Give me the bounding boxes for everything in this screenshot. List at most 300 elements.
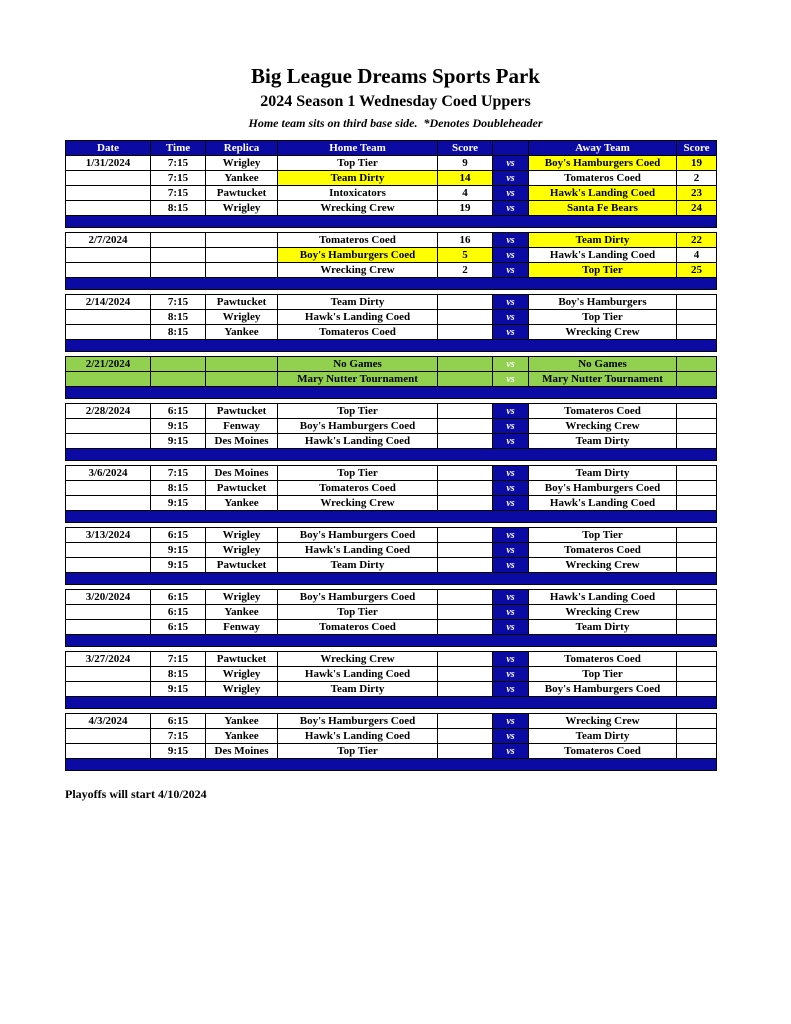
- time-cell: [151, 263, 206, 278]
- separator-row: [66, 278, 717, 290]
- away-score-cell: [677, 558, 717, 573]
- away-team-cell: Team Dirty: [529, 233, 677, 248]
- home-team-cell: Wrecking Crew: [278, 201, 438, 216]
- home-score-cell: 4: [438, 186, 493, 201]
- time-cell: [151, 233, 206, 248]
- away-team-cell: Top Tier: [529, 310, 677, 325]
- away-score-cell: 19: [677, 156, 717, 171]
- replica-cell: Des Moines: [206, 466, 278, 481]
- vs-cell: vs: [493, 186, 529, 201]
- date-cell: [66, 310, 151, 325]
- home-score-cell: 14: [438, 171, 493, 186]
- away-team-cell: Wrecking Crew: [529, 419, 677, 434]
- replica-cell: Wrigley: [206, 543, 278, 558]
- replica-cell: Des Moines: [206, 744, 278, 759]
- replica-cell: Wrigley: [206, 310, 278, 325]
- replica-cell: Yankee: [206, 605, 278, 620]
- vs-cell: vs: [493, 357, 529, 372]
- replica-cell: [206, 372, 278, 387]
- game-row: [66, 496, 717, 511]
- game-row: [66, 233, 717, 248]
- date-cell: [66, 171, 151, 186]
- away-score-cell: [677, 543, 717, 558]
- replica-cell: Pawtucket: [206, 295, 278, 310]
- home-score-cell: [438, 714, 493, 729]
- game-row: [66, 201, 717, 216]
- vs-cell: vs: [493, 201, 529, 216]
- vs-cell: vs: [493, 310, 529, 325]
- vs-cell: vs: [493, 543, 529, 558]
- replica-cell: Yankee: [206, 171, 278, 186]
- away-team-cell: No Games: [529, 357, 677, 372]
- time-cell: 9:15: [151, 558, 206, 573]
- away-team-cell: Tomateros Coed: [529, 171, 677, 186]
- home-team-cell: Team Dirty: [278, 295, 438, 310]
- time-cell: 9:15: [151, 744, 206, 759]
- away-score-cell: 23: [677, 186, 717, 201]
- away-team-cell: Wrecking Crew: [529, 714, 677, 729]
- away-team-cell: Tomateros Coed: [529, 652, 677, 667]
- home-team-cell: Hawk's Landing Coed: [278, 667, 438, 682]
- replica-cell: Pawtucket: [206, 652, 278, 667]
- separator-bar: [66, 449, 717, 461]
- separator-bar: [66, 511, 717, 523]
- time-cell: 8:15: [151, 310, 206, 325]
- vs-cell: vs: [493, 620, 529, 635]
- date-cell: 1/31/2024: [66, 156, 151, 171]
- date-cell: [66, 325, 151, 340]
- separator-row: [66, 759, 717, 771]
- away-score-cell: 22: [677, 233, 717, 248]
- vs-cell: vs: [493, 558, 529, 573]
- away-team-cell: Hawk's Landing Coed: [529, 248, 677, 263]
- game-row: [66, 419, 717, 434]
- vs-cell: vs: [493, 744, 529, 759]
- away-score-cell: [677, 325, 717, 340]
- home-team-note: Home team sits on third base side. *Denotes Doubleheader: [248, 116, 543, 130]
- vs-cell: vs: [493, 419, 529, 434]
- home-team-cell: Tomateros Coed: [278, 325, 438, 340]
- away-score-cell: [677, 729, 717, 744]
- game-row: [66, 652, 717, 667]
- replica-cell: Wrigley: [206, 682, 278, 697]
- home-team-cell: Top Tier: [278, 404, 438, 419]
- separator-row: [66, 387, 717, 399]
- away-score-cell: [677, 496, 717, 511]
- away-score-cell: [677, 744, 717, 759]
- page-title: Big League Dreams Sports Park: [251, 64, 540, 88]
- home-score-cell: [438, 620, 493, 635]
- time-cell: [151, 248, 206, 263]
- game-row: [66, 714, 717, 729]
- time-cell: 9:15: [151, 682, 206, 697]
- home-team-cell: Top Tier: [278, 605, 438, 620]
- away-team-cell: Tomateros Coed: [529, 543, 677, 558]
- vs-cell: vs: [493, 496, 529, 511]
- date-cell: 2/14/2024: [66, 295, 151, 310]
- away-team-cell: Team Dirty: [529, 620, 677, 635]
- replica-cell: Fenway: [206, 419, 278, 434]
- home-team-cell: Tomateros Coed: [278, 481, 438, 496]
- separator-bar: [66, 340, 717, 352]
- replica-cell: Yankee: [206, 714, 278, 729]
- home-team-cell: Wrecking Crew: [278, 496, 438, 511]
- away-team-cell: Boy's Hamburgers Coed: [529, 156, 677, 171]
- home-score-cell: [438, 310, 493, 325]
- away-score-cell: 2: [677, 171, 717, 186]
- header-row: [66, 141, 717, 156]
- date-cell: 2/28/2024: [66, 404, 151, 419]
- game-row: [66, 543, 717, 558]
- home-score-cell: [438, 496, 493, 511]
- time-cell: 9:15: [151, 419, 206, 434]
- vs-cell: vs: [493, 434, 529, 449]
- replica-cell: Wrigley: [206, 590, 278, 605]
- time-cell: 9:15: [151, 496, 206, 511]
- home-team-cell: Team Dirty: [278, 682, 438, 697]
- vs-cell: vs: [493, 372, 529, 387]
- date-cell: [66, 419, 151, 434]
- vs-cell: vs: [493, 714, 529, 729]
- away-team-cell: Team Dirty: [529, 466, 677, 481]
- home-team-cell: Mary Nutter Tournament: [278, 372, 438, 387]
- replica-cell: Pawtucket: [206, 558, 278, 573]
- vs-cell: vs: [493, 156, 529, 171]
- away-score-cell: [677, 528, 717, 543]
- away-team-cell: Hawk's Landing Coed: [529, 590, 677, 605]
- home-score-cell: [438, 325, 493, 340]
- date-cell: [66, 682, 151, 697]
- date-cell: [66, 543, 151, 558]
- vs-cell: vs: [493, 667, 529, 682]
- vs-cell: vs: [493, 466, 529, 481]
- date-cell: 3/20/2024: [66, 590, 151, 605]
- time-cell: 6:15: [151, 620, 206, 635]
- home-score-cell: [438, 729, 493, 744]
- away-score-cell: [677, 652, 717, 667]
- replica-cell: Wrigley: [206, 528, 278, 543]
- game-row: [66, 620, 717, 635]
- column-header: Score: [677, 141, 717, 156]
- date-cell: [66, 620, 151, 635]
- schedule-block: [65, 465, 717, 523]
- time-cell: 7:15: [151, 156, 206, 171]
- schedule-block: [65, 713, 717, 771]
- vs-column-header: [493, 141, 529, 156]
- column-header: Replica: [206, 141, 278, 156]
- home-score-cell: [438, 590, 493, 605]
- game-row: [66, 263, 717, 278]
- away-score-cell: [677, 667, 717, 682]
- replica-cell: Pawtucket: [206, 404, 278, 419]
- game-row: [66, 295, 717, 310]
- replica-cell: Wrigley: [206, 156, 278, 171]
- home-score-cell: 16: [438, 233, 493, 248]
- home-score-cell: [438, 357, 493, 372]
- home-team-cell: Team Dirty: [278, 171, 438, 186]
- separator-bar: [66, 635, 717, 647]
- column-header: Score: [438, 141, 493, 156]
- home-score-cell: [438, 466, 493, 481]
- time-cell: 7:15: [151, 729, 206, 744]
- game-row: [66, 404, 717, 419]
- date-cell: [66, 744, 151, 759]
- replica-cell: Yankee: [206, 496, 278, 511]
- away-score-cell: [677, 605, 717, 620]
- separator-bar: [66, 278, 717, 290]
- date-cell: [66, 667, 151, 682]
- time-cell: 8:15: [151, 325, 206, 340]
- home-team-cell: Hawk's Landing Coed: [278, 729, 438, 744]
- time-cell: 9:15: [151, 543, 206, 558]
- away-team-cell: Wrecking Crew: [529, 325, 677, 340]
- replica-cell: Pawtucket: [206, 186, 278, 201]
- time-cell: 6:15: [151, 404, 206, 419]
- game-row: [66, 186, 717, 201]
- date-cell: 2/7/2024: [66, 233, 151, 248]
- game-row: [66, 744, 717, 759]
- away-team-cell: Hawk's Landing Coed: [529, 186, 677, 201]
- column-header: Time: [151, 141, 206, 156]
- time-cell: [151, 357, 206, 372]
- home-team-cell: No Games: [278, 357, 438, 372]
- game-row: [66, 729, 717, 744]
- game-row: [66, 605, 717, 620]
- away-team-cell: Boy's Hamburgers: [529, 295, 677, 310]
- separator-bar: [66, 387, 717, 399]
- vs-cell: vs: [493, 295, 529, 310]
- home-team-cell: Hawk's Landing Coed: [278, 310, 438, 325]
- game-row: [66, 667, 717, 682]
- away-score-cell: 24: [677, 201, 717, 216]
- time-cell: 6:15: [151, 714, 206, 729]
- page-subtitle: 2024 Season 1 Wednesday Coed Uppers: [260, 93, 531, 110]
- replica-cell: Yankee: [206, 729, 278, 744]
- away-score-cell: [677, 310, 717, 325]
- home-team-cell: Boy's Hamburgers Coed: [278, 419, 438, 434]
- home-score-cell: [438, 528, 493, 543]
- home-score-cell: [438, 558, 493, 573]
- replica-cell: Pawtucket: [206, 481, 278, 496]
- time-cell: 6:15: [151, 590, 206, 605]
- home-score-cell: [438, 667, 493, 682]
- date-cell: [66, 496, 151, 511]
- date-cell: [66, 201, 151, 216]
- replica-cell: Fenway: [206, 620, 278, 635]
- home-team-cell: Top Tier: [278, 466, 438, 481]
- replica-cell: Wrigley: [206, 667, 278, 682]
- game-row: [66, 558, 717, 573]
- time-cell: 7:15: [151, 652, 206, 667]
- date-cell: [66, 558, 151, 573]
- home-team-cell: Tomateros Coed: [278, 233, 438, 248]
- time-cell: 6:15: [151, 528, 206, 543]
- home-team-cell: Top Tier: [278, 156, 438, 171]
- time-cell: 6:15: [151, 605, 206, 620]
- vs-cell: vs: [493, 729, 529, 744]
- home-score-cell: 5: [438, 248, 493, 263]
- vs-cell: vs: [493, 248, 529, 263]
- home-team-cell: Boy's Hamburgers Coed: [278, 714, 438, 729]
- date-cell: [66, 186, 151, 201]
- separator-bar: [66, 573, 717, 585]
- away-team-cell: Mary Nutter Tournament: [529, 372, 677, 387]
- separator-bar: [66, 216, 717, 228]
- game-row: [66, 357, 717, 372]
- time-cell: 7:15: [151, 186, 206, 201]
- away-team-cell: Santa Fe Bears: [529, 201, 677, 216]
- home-team-cell: Top Tier: [278, 744, 438, 759]
- home-score-cell: [438, 434, 493, 449]
- replica-cell: Wrigley: [206, 201, 278, 216]
- home-team-cell: Wrecking Crew: [278, 652, 438, 667]
- vs-cell: vs: [493, 325, 529, 340]
- column-header: Home Team: [278, 141, 438, 156]
- time-cell: 7:15: [151, 466, 206, 481]
- away-team-cell: Wrecking Crew: [529, 605, 677, 620]
- time-cell: [151, 372, 206, 387]
- away-score-cell: [677, 466, 717, 481]
- home-team-cell: Boy's Hamburgers Coed: [278, 528, 438, 543]
- separator-row: [66, 449, 717, 461]
- date-cell: 4/3/2024: [66, 714, 151, 729]
- vs-cell: vs: [493, 171, 529, 186]
- date-cell: 3/13/2024: [66, 528, 151, 543]
- home-team-cell: Boy's Hamburgers Coed: [278, 590, 438, 605]
- home-score-cell: [438, 295, 493, 310]
- vs-cell: vs: [493, 528, 529, 543]
- date-cell: [66, 372, 151, 387]
- home-score-cell: [438, 543, 493, 558]
- date-cell: [66, 729, 151, 744]
- schedule-block: [65, 140, 717, 228]
- away-score-cell: [677, 419, 717, 434]
- date-cell: [66, 434, 151, 449]
- game-row: [66, 466, 717, 481]
- date-cell: [66, 605, 151, 620]
- away-score-cell: 4: [677, 248, 717, 263]
- home-score-cell: [438, 481, 493, 496]
- vs-cell: vs: [493, 263, 529, 278]
- away-team-cell: Team Dirty: [529, 434, 677, 449]
- away-score-cell: [677, 434, 717, 449]
- away-score-cell: [677, 404, 717, 419]
- schedule-block: [65, 294, 717, 352]
- schedule-block: [65, 356, 717, 399]
- away-score-cell: [677, 357, 717, 372]
- away-team-cell: Wrecking Crew: [529, 558, 677, 573]
- away-score-cell: [677, 714, 717, 729]
- away-team-cell: Tomateros Coed: [529, 744, 677, 759]
- game-row: [66, 171, 717, 186]
- away-score-cell: [677, 481, 717, 496]
- schedule-block: [65, 403, 717, 461]
- replica-cell: [206, 233, 278, 248]
- away-team-cell: Top Tier: [529, 263, 677, 278]
- home-score-cell: [438, 744, 493, 759]
- home-score-cell: [438, 605, 493, 620]
- schedule-block: [65, 527, 717, 585]
- home-team-cell: Tomateros Coed: [278, 620, 438, 635]
- home-team-cell: Intoxicators: [278, 186, 438, 201]
- home-score-cell: 19: [438, 201, 493, 216]
- away-score-cell: [677, 682, 717, 697]
- time-cell: 8:15: [151, 481, 206, 496]
- home-score-cell: 2: [438, 263, 493, 278]
- separator-row: [66, 635, 717, 647]
- replica-cell: Yankee: [206, 325, 278, 340]
- home-score-cell: 9: [438, 156, 493, 171]
- game-row: [66, 682, 717, 697]
- replica-cell: [206, 357, 278, 372]
- time-cell: 7:15: [151, 171, 206, 186]
- away-team-cell: Tomateros Coed: [529, 404, 677, 419]
- schedule-block: [65, 651, 717, 709]
- away-team-cell: Boy's Hamburgers Coed: [529, 682, 677, 697]
- away-score-cell: [677, 620, 717, 635]
- separator-row: [66, 511, 717, 523]
- away-team-cell: Top Tier: [529, 528, 677, 543]
- column-header: Away Team: [529, 141, 677, 156]
- vs-cell: vs: [493, 590, 529, 605]
- vs-cell: vs: [493, 682, 529, 697]
- home-score-cell: [438, 682, 493, 697]
- away-score-cell: 25: [677, 263, 717, 278]
- vs-cell: vs: [493, 652, 529, 667]
- away-team-cell: Team Dirty: [529, 729, 677, 744]
- game-row: [66, 156, 717, 171]
- date-cell: 3/6/2024: [66, 466, 151, 481]
- home-score-cell: [438, 404, 493, 419]
- game-row: [66, 528, 717, 543]
- game-row: [66, 481, 717, 496]
- home-team-cell: Hawk's Landing Coed: [278, 434, 438, 449]
- home-score-cell: [438, 419, 493, 434]
- time-cell: 8:15: [151, 667, 206, 682]
- home-team-cell: Boy's Hamburgers Coed: [278, 248, 438, 263]
- away-team-cell: Top Tier: [529, 667, 677, 682]
- away-score-cell: [677, 590, 717, 605]
- separator-bar: [66, 759, 717, 771]
- date-cell: [66, 248, 151, 263]
- game-row: [66, 434, 717, 449]
- schedule-block: [65, 589, 717, 647]
- away-score-cell: [677, 295, 717, 310]
- away-score-cell: [677, 372, 717, 387]
- home-team-cell: Wrecking Crew: [278, 263, 438, 278]
- schedule-block: [65, 232, 717, 290]
- game-row: [66, 325, 717, 340]
- date-cell: [66, 481, 151, 496]
- home-score-cell: [438, 372, 493, 387]
- separator-row: [66, 216, 717, 228]
- game-row: [66, 590, 717, 605]
- date-cell: 3/27/2024: [66, 652, 151, 667]
- date-cell: 2/21/2024: [66, 357, 151, 372]
- vs-cell: vs: [493, 481, 529, 496]
- game-row: [66, 248, 717, 263]
- vs-cell: vs: [493, 404, 529, 419]
- time-cell: 7:15: [151, 295, 206, 310]
- time-cell: 8:15: [151, 201, 206, 216]
- date-cell: [66, 263, 151, 278]
- away-team-cell: Hawk's Landing Coed: [529, 496, 677, 511]
- schedule-table: [65, 140, 717, 771]
- separator-row: [66, 340, 717, 352]
- replica-cell: [206, 248, 278, 263]
- column-header: Date: [66, 141, 151, 156]
- home-team-cell: Team Dirty: [278, 558, 438, 573]
